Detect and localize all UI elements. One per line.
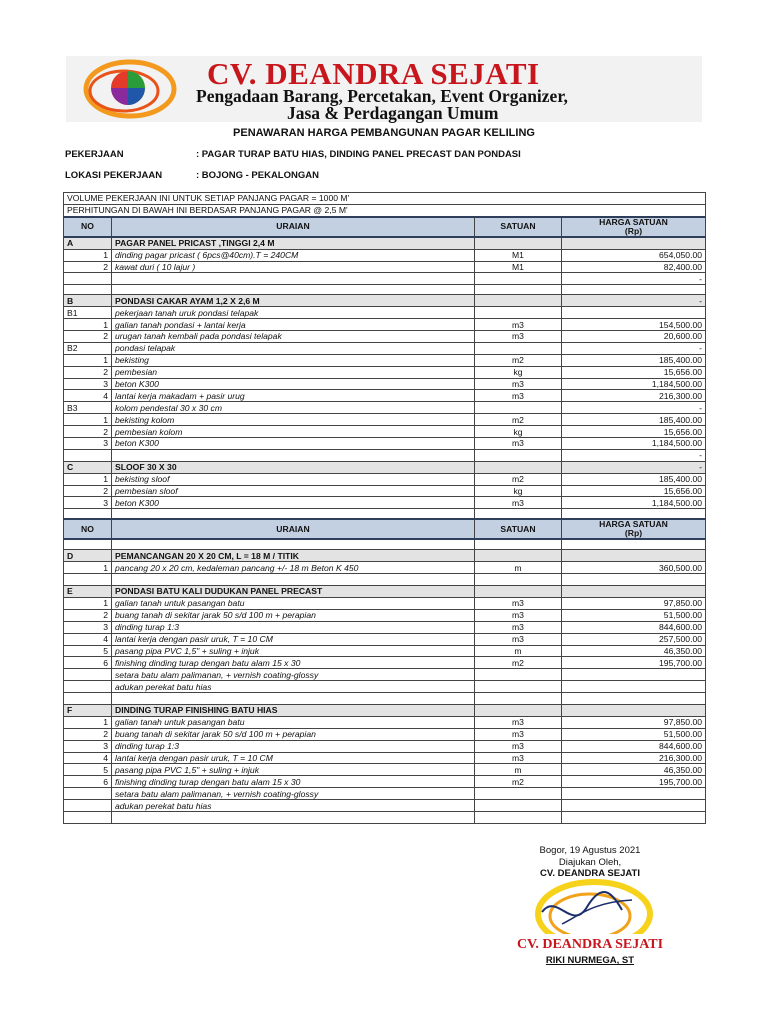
row-description: pembesian kolom — [112, 426, 475, 438]
row-code: A — [64, 237, 112, 249]
blank-row — [64, 285, 706, 295]
row-unit — [475, 704, 562, 716]
table-header-row — [64, 217, 706, 237]
row-number: 1 — [64, 414, 112, 426]
row-price: 46,350.00 — [562, 645, 706, 657]
row-number — [64, 811, 112, 823]
row-unit — [475, 788, 562, 800]
row-price — [562, 800, 706, 812]
row-price: 185,400.00 — [562, 354, 706, 366]
row-price: 195,700.00 — [562, 657, 706, 669]
row-code: F — [64, 704, 112, 716]
item-row — [64, 728, 706, 740]
item-row — [64, 414, 706, 426]
row-description: PAGAR PANEL PRICAST ,TINGGI 2,4 M — [112, 237, 475, 249]
item-row — [64, 366, 706, 378]
section-row — [64, 295, 706, 307]
row-number: 3 — [64, 621, 112, 633]
row-number — [64, 669, 112, 681]
item-row — [64, 800, 706, 812]
row-price: 20,600.00 — [562, 331, 706, 343]
row-description: galian tanah untuk pasangan batu — [112, 597, 475, 609]
row-price: - — [562, 273, 706, 285]
row-unit — [475, 669, 562, 681]
row-unit: m3 — [475, 438, 562, 450]
row-description: buang tanah di sekitar jarak 50 s/d 100 m + perapian — [112, 609, 475, 621]
section-row — [64, 586, 706, 598]
row-price: 15,656.00 — [562, 426, 706, 438]
row-description: urugan tanah kembali pada pondasi telapak — [112, 331, 475, 343]
company-tagline-line1: Pengadaan Barang, Percetakan, Event Organizer, — [196, 86, 568, 106]
blank-cell — [64, 285, 112, 295]
row-unit — [475, 273, 562, 285]
row-unit — [475, 342, 562, 354]
row-unit: m3 — [475, 728, 562, 740]
row-number: 4 — [64, 633, 112, 645]
row-price: 216,300.00 — [562, 752, 706, 764]
row-number: 1 — [64, 354, 112, 366]
row-price: - — [562, 342, 706, 354]
row-unit: m3 — [475, 740, 562, 752]
item-row — [64, 669, 706, 681]
row-description: DINDING TURAP FINISHING BATU HIAS — [112, 704, 475, 716]
lokasi-value: : BOJONG - PEKALONGAN — [196, 170, 319, 181]
row-description: dinding turap 1:3 — [112, 621, 475, 633]
row-description: dinding pagar pricast ( 6pcs@40cm).T = 240CM — [112, 249, 475, 261]
row-price: 360,500.00 — [562, 562, 706, 574]
row-price: - — [562, 449, 706, 461]
row-price: 216,300.00 — [562, 390, 706, 402]
row-price: - — [562, 295, 706, 307]
row-unit: m2 — [475, 657, 562, 669]
row-description: lantai kerja makadam + pasir urug — [112, 390, 475, 402]
row-price — [562, 704, 706, 716]
row-price — [562, 669, 706, 681]
header-no: NO — [64, 519, 112, 539]
row-description: lantai kerja dengan pasir uruk, T = 10 CM — [112, 633, 475, 645]
row-price: 257,500.00 — [562, 633, 706, 645]
blank-cell — [475, 285, 562, 295]
row-price — [562, 681, 706, 693]
row-price: 154,500.00 — [562, 319, 706, 331]
header-satuan: SATUAN — [475, 217, 562, 237]
row-description — [112, 273, 475, 285]
row-price: 195,700.00 — [562, 776, 706, 788]
row-number: 5 — [64, 645, 112, 657]
blank-cell — [112, 285, 475, 295]
row-unit: m2 — [475, 776, 562, 788]
row-unit: m3 — [475, 390, 562, 402]
row-unit: m2 — [475, 414, 562, 426]
company-stamp-signature — [502, 872, 678, 952]
row-number: 2 — [64, 426, 112, 438]
row-unit: kg — [475, 485, 562, 497]
row-description: PONDASI BATU KALI DUDUKAN PANEL PRECAST — [112, 586, 475, 598]
row-description: pekerjaan tanah uruk pondasi telapak — [112, 307, 475, 319]
row-number: 6 — [64, 776, 112, 788]
item-row — [64, 331, 706, 343]
pekerjaan-value: : PAGAR TURAP BATU HIAS, DINDING PANEL PRECAST DAN PONDASI — [196, 149, 521, 160]
item-row — [64, 716, 706, 728]
row-unit: m3 — [475, 609, 562, 621]
row-price: 15,656.00 — [562, 485, 706, 497]
header-no: NO — [64, 217, 112, 237]
row-code: B1 — [64, 307, 112, 319]
row-unit: m3 — [475, 597, 562, 609]
row-description: beton K300 — [112, 497, 475, 509]
row-number: 5 — [64, 764, 112, 776]
row-unit — [475, 237, 562, 249]
row-unit — [475, 449, 562, 461]
row-description: pasang pipa PVC 1,5" + suling + injuk — [112, 764, 475, 776]
item-row — [64, 449, 706, 461]
row-description: pasang pipa PVC 1,5" + suling + injuk — [112, 645, 475, 657]
item-row — [64, 752, 706, 764]
header-uraian: URAIAN — [112, 217, 475, 237]
row-number: 2 — [64, 261, 112, 273]
row-description: galian tanah untuk pasangan batu — [112, 716, 475, 728]
blank-cell — [475, 539, 562, 550]
item-row — [64, 776, 706, 788]
row-description: beton K300 — [112, 438, 475, 450]
item-row — [64, 657, 706, 669]
row-price — [562, 574, 706, 586]
price-table — [63, 192, 706, 824]
stamp-company-name: CV. DEANDRA SEJATI — [516, 937, 664, 952]
row-unit: m3 — [475, 497, 562, 509]
company-name: CV. DEANDRA SEJATI — [207, 56, 540, 91]
basis-note-row — [64, 204, 706, 216]
row-unit — [475, 461, 562, 473]
row-description: adukan perekat batu hias — [112, 681, 475, 693]
row-code: B2 — [64, 342, 112, 354]
row-price: - — [562, 402, 706, 414]
row-description: SLOOF 30 X 30 — [112, 461, 475, 473]
row-number: 1 — [64, 249, 112, 261]
row-description: pembesian sloof — [112, 485, 475, 497]
header-uraian: URAIAN — [112, 519, 475, 539]
subsection-row — [64, 402, 706, 414]
row-number: 3 — [64, 497, 112, 509]
row-unit: m — [475, 562, 562, 574]
row-description — [112, 449, 475, 461]
item-row — [64, 764, 706, 776]
row-price — [562, 237, 706, 249]
row-unit — [475, 550, 562, 562]
row-price — [562, 550, 706, 562]
row-price: 654,050.00 — [562, 249, 706, 261]
row-number — [64, 449, 112, 461]
row-unit: m3 — [475, 331, 562, 343]
subsection-row — [64, 342, 706, 354]
row-unit: M1 — [475, 261, 562, 273]
row-code: C — [64, 461, 112, 473]
row-number: 1 — [64, 716, 112, 728]
row-description: finishing dinding turap dengan batu alam 15 x 30 — [112, 776, 475, 788]
row-description: setara batu alam palimanan, + vernish coating-glossy — [112, 669, 475, 681]
row-description: finishing dinding turap dengan batu alam 15 x 30 — [112, 657, 475, 669]
row-description: buang tanah di sekitar jarak 50 s/d 100 m + perapian — [112, 728, 475, 740]
header-harga-line1: HARGA SATUAN — [599, 216, 668, 227]
row-price: 97,850.00 — [562, 597, 706, 609]
row-description: setara batu alam palimanan, + vernish coating-glossy — [112, 788, 475, 800]
row-number: 3 — [64, 740, 112, 752]
row-number: 4 — [64, 752, 112, 764]
row-number: 1 — [64, 597, 112, 609]
row-unit — [475, 295, 562, 307]
item-row — [64, 740, 706, 752]
row-unit — [475, 574, 562, 586]
basis-note: PERHITUNGAN DI BAWAH INI BERDASAR PANJANG PAGAR @ 2,5 M' — [64, 204, 706, 216]
row-price: 185,400.00 — [562, 473, 706, 485]
item-row — [64, 249, 706, 261]
item-row — [64, 390, 706, 402]
section-row — [64, 461, 706, 473]
item-row — [64, 497, 706, 509]
item-row — [64, 693, 706, 705]
item-row — [64, 621, 706, 633]
row-description: kolom pendestal 30 x 30 cm — [112, 402, 475, 414]
row-unit: m3 — [475, 319, 562, 331]
lokasi-label: LOKASI PEKERJAAN — [65, 170, 163, 181]
row-number: 2 — [64, 366, 112, 378]
blank-cell — [562, 539, 706, 550]
row-description: lantai kerja dengan pasir uruk, T = 10 CM — [112, 752, 475, 764]
item-row — [64, 426, 706, 438]
row-number: 1 — [64, 319, 112, 331]
signature-company: CV. DEANDRA SEJATI — [540, 868, 640, 879]
row-unit: kg — [475, 426, 562, 438]
item-row — [64, 609, 706, 621]
row-unit: m3 — [475, 752, 562, 764]
row-number: 2 — [64, 331, 112, 343]
signature-submitted-by: Diajukan Oleh, — [558, 857, 622, 868]
row-number: 2 — [64, 728, 112, 740]
row-price: 844,600.00 — [562, 621, 706, 633]
row-price: 844,600.00 — [562, 740, 706, 752]
item-row — [64, 633, 706, 645]
pekerjaan-label: PEKERJAAN — [65, 149, 124, 160]
row-unit — [475, 307, 562, 319]
item-row — [64, 319, 706, 331]
signatory-name: RIKI NURMEGA, ST — [545, 955, 635, 966]
company-tagline-line2: Jasa & Perdagangan Umum — [287, 103, 499, 123]
row-price: - — [562, 461, 706, 473]
row-description — [112, 574, 475, 586]
row-code: B3 — [64, 402, 112, 414]
row-price — [562, 788, 706, 800]
item-row — [64, 788, 706, 800]
row-number — [64, 574, 112, 586]
row-code: D — [64, 550, 112, 562]
blank-cell — [562, 285, 706, 295]
row-number — [64, 800, 112, 812]
row-price: 1,184,500.00 — [562, 497, 706, 509]
header-harga-line1: HARGA SATUAN — [599, 519, 668, 530]
row-price — [562, 586, 706, 598]
row-unit: m3 — [475, 378, 562, 390]
header-harga-line2: (Rp) — [624, 528, 643, 539]
header-satuan: SATUAN — [475, 519, 562, 539]
row-code: B — [64, 295, 112, 307]
row-number — [64, 788, 112, 800]
row-unit — [475, 586, 562, 598]
header-harga-satuan — [562, 217, 706, 237]
blank-cell — [562, 509, 706, 520]
item-row — [64, 261, 706, 273]
row-number: 1 — [64, 562, 112, 574]
row-number — [64, 681, 112, 693]
header-harga-satuan — [562, 519, 706, 539]
row-description: pondasi telapak — [112, 342, 475, 354]
item-row — [64, 645, 706, 657]
item-row — [64, 273, 706, 285]
volume-note: VOLUME PEKERJAAN INI UNTUK SETIAP PANJANG PAGAR = 1000 M' — [64, 193, 706, 205]
row-unit — [475, 681, 562, 693]
row-price — [562, 307, 706, 319]
item-row — [64, 473, 706, 485]
row-unit — [475, 811, 562, 823]
row-price — [562, 693, 706, 705]
row-number — [64, 693, 112, 705]
blank-cell — [112, 539, 475, 550]
row-price: 185,400.00 — [562, 414, 706, 426]
row-description — [112, 811, 475, 823]
row-unit: kg — [475, 366, 562, 378]
item-row — [64, 485, 706, 497]
company-logo — [82, 58, 178, 120]
item-row — [64, 562, 706, 574]
item-row — [64, 438, 706, 450]
row-price: 82,400.00 — [562, 261, 706, 273]
blank-row — [64, 539, 706, 550]
row-number — [64, 273, 112, 285]
row-code: E — [64, 586, 112, 598]
row-description: pembesian — [112, 366, 475, 378]
row-description: adukan perekat batu hias — [112, 800, 475, 812]
row-description: PEMANCANGAN 20 X 20 CM, L = 18 M / TITIK — [112, 550, 475, 562]
row-description: kawat duri ( 10 lajur ) — [112, 261, 475, 273]
row-unit: m3 — [475, 621, 562, 633]
item-row — [64, 378, 706, 390]
row-price: 51,500.00 — [562, 728, 706, 740]
row-price: 15,656.00 — [562, 366, 706, 378]
document-title: PENAWARAN HARGA PEMBANGUNAN PAGAR KELILING — [233, 127, 535, 139]
row-unit: m2 — [475, 473, 562, 485]
row-description — [112, 693, 475, 705]
row-unit: m — [475, 764, 562, 776]
row-number: 1 — [64, 473, 112, 485]
row-unit: m2 — [475, 354, 562, 366]
row-number: 3 — [64, 378, 112, 390]
row-description: beton K300 — [112, 378, 475, 390]
signature-place-date: Bogor, 19 Agustus 2021 — [539, 845, 641, 856]
table-header-row — [64, 519, 706, 539]
item-row — [64, 354, 706, 366]
blank-cell — [64, 539, 112, 550]
row-price: 51,500.00 — [562, 609, 706, 621]
row-price: 97,850.00 — [562, 716, 706, 728]
section-row — [64, 704, 706, 716]
section-row — [64, 237, 706, 249]
row-description: dinding turap 1:3 — [112, 740, 475, 752]
item-row — [64, 574, 706, 586]
item-row — [64, 811, 706, 823]
item-row — [64, 597, 706, 609]
row-description: galian tanah pondasi + lantai kerja — [112, 319, 475, 331]
price-table-body — [64, 193, 706, 824]
row-unit: m — [475, 645, 562, 657]
section-row — [64, 550, 706, 562]
row-description: pancang 20 x 20 cm, kedaleman pancang +/- 18 m Beton K 450 — [112, 562, 475, 574]
blank-cell — [112, 509, 475, 520]
row-unit: m3 — [475, 716, 562, 728]
blank-row — [64, 509, 706, 520]
row-number: 2 — [64, 609, 112, 621]
row-unit — [475, 693, 562, 705]
row-price: 46,350.00 — [562, 764, 706, 776]
volume-note-row — [64, 193, 706, 205]
row-description: PONDASI CAKAR AYAM 1,2 X 2,6 M — [112, 295, 475, 307]
row-number: 4 — [64, 390, 112, 402]
row-description: bekisting kolom — [112, 414, 475, 426]
row-price — [562, 811, 706, 823]
subsection-row — [64, 307, 706, 319]
row-number: 2 — [64, 485, 112, 497]
row-unit — [475, 800, 562, 812]
row-price: 1,184,500.00 — [562, 438, 706, 450]
row-description: bekisting sloof — [112, 473, 475, 485]
row-number: 6 — [64, 657, 112, 669]
row-number: 3 — [64, 438, 112, 450]
row-unit: m3 — [475, 633, 562, 645]
blank-cell — [64, 509, 112, 520]
item-row — [64, 681, 706, 693]
blank-cell — [475, 509, 562, 520]
row-price: 1,184,500.00 — [562, 378, 706, 390]
row-description: bekisting — [112, 354, 475, 366]
row-unit — [475, 402, 562, 414]
row-unit: M1 — [475, 249, 562, 261]
header-harga-line2: (Rp) — [624, 225, 643, 236]
